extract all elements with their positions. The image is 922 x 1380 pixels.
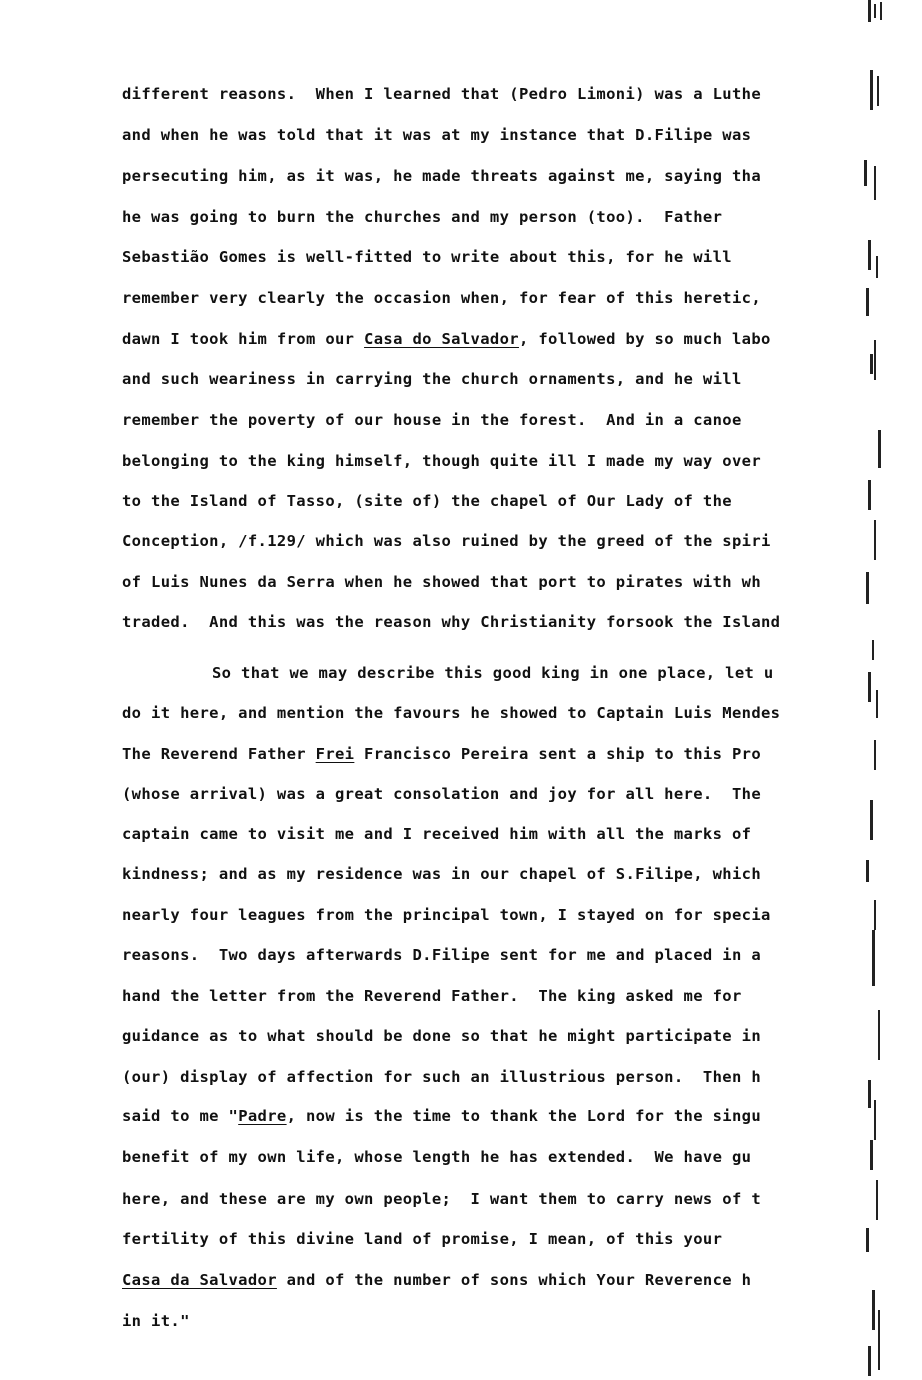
scan-mark [878,430,881,468]
text-segment: benefit of my own life, whose length he has extended. We have gu [122,1148,752,1166]
scan-mark [876,256,878,278]
underlined-term: Casa da Salvador [122,1271,277,1289]
text-line [122,1106,761,1126]
underlined-term: Casa do Salvador [364,330,519,348]
text-segment: to the Island of Tasso, (site of) the chapel of Our Lady of the [122,492,732,510]
scan-mark [870,70,873,110]
text-segment: captain came to visit me and I received him with all the marks of [122,825,752,843]
scan-mark [878,1310,880,1370]
text-line [122,451,761,471]
text-segment: fertility of this divine land of promise, I mean, of this your [122,1230,723,1248]
text-segment: nearly four leagues from the principal town, I stayed on for specia [122,906,771,924]
scan-mark [880,2,882,20]
text-segment: So that we may describe this good king in one place, let u [212,664,774,682]
text-line [122,1311,190,1331]
scan-mark [874,340,876,380]
scan-mark [872,1290,875,1330]
text-line [122,945,761,965]
text-line [122,572,761,592]
text-segment: Francisco Pereira sent a ship to this Pro [354,745,762,763]
scan-mark [878,1010,880,1060]
scan-mark [868,1080,871,1108]
text-line [122,1229,722,1249]
scan-mark [872,930,875,986]
text-line [122,824,751,844]
scan-mark [872,640,874,660]
text-line [122,207,722,227]
text-segment: The Reverend Father [122,745,316,763]
text-segment: reasons. Two days afterwards D.Filipe sent for me and placed in a [122,946,761,964]
text-line [122,744,761,764]
text-segment: kindness; and as my residence was in our chapel of S.Filipe, which [122,865,761,883]
text-segment: Conception, /f.129/ which was also ruined by the greed of the spiri [122,532,771,550]
text-segment: (our) display of affection for such an illustrious person. Then h [122,1068,761,1086]
text-line [122,531,771,551]
scan-mark [866,288,869,316]
scan-mark [874,900,876,930]
text-segment: and such weariness in carrying the church ornaments, and he will [122,370,742,388]
scan-mark [874,4,876,18]
text-line [122,986,742,1006]
text-line [122,329,771,349]
text-line [212,663,774,683]
text-line [122,1189,761,1209]
text-line [122,905,771,925]
scan-mark [870,354,873,374]
text-segment: Sebastião Gomes is well-fitted to write about this, for he will [122,248,732,266]
scan-mark [868,480,871,510]
text-line [122,166,761,186]
text-segment: remember very clearly the occasion when, for fear of this heretic, [122,289,761,307]
scan-mark [868,240,871,270]
scan-mark [874,740,876,770]
text-line [122,612,780,632]
scan-mark [874,1100,876,1140]
text-line [122,125,751,145]
text-line [122,247,732,267]
scan-mark [870,800,873,840]
scan-mark [870,1140,873,1170]
text-line [122,864,761,884]
text-segment: and when he was told that it was at my instance that D.Filipe was [122,126,752,144]
text-segment: remember the poverty of our house in the forest. And in a canoe [122,411,742,429]
text-line [122,703,780,723]
scan-mark [874,520,876,560]
text-line [122,1270,751,1290]
text-line [122,1026,761,1046]
scan-mark [866,572,869,604]
text-line [122,1067,761,1087]
scan-mark [864,160,867,186]
scan-mark [876,690,878,718]
text-segment: and of the number of sons which Your Reverence h [276,1271,752,1289]
scan-mark [866,1228,869,1252]
scan-mark [876,1180,878,1220]
underlined-term: Frei [315,745,355,763]
text-line [122,410,742,430]
text-segment: , now is the time to thank the Lord for the singu [286,1107,762,1125]
scan-mark [868,0,871,22]
text-segment: he was going to burn the churches and my person (too). Father [122,208,723,226]
text-segment: do it here, and mention the favours he showed to Captain Luis Mendes [122,704,781,722]
text-segment: guidance as to what should be done so that he might participate in [122,1027,761,1045]
text-segment: , followed by so much labo [518,330,771,348]
text-segment: (whose arrival) was a great consolation and joy for all here. The [122,785,761,803]
text-segment: hand the letter from the Reverend Father. The king asked me for [122,987,742,1005]
text-line [122,491,732,511]
text-segment: persecuting him, as it was, he made threats against me, saying tha [122,167,761,185]
underlined-term: Padre [238,1107,287,1125]
text-segment: traded. And this was the reason why Christianity forsook the Island [122,613,781,631]
text-segment: different reasons. When I learned that (Pedro Limoni) was a Luthe [122,85,761,103]
text-line [122,1147,751,1167]
text-segment: dawn I took him from our [122,330,365,348]
text-segment: in it." [122,1312,190,1330]
text-line [122,288,761,308]
scan-mark [866,860,869,882]
scan-mark [868,672,871,702]
text-line [122,784,761,804]
text-segment: here, and these are my own people; I want them to carry news of t [122,1190,761,1208]
scan-mark [874,166,876,200]
scan-mark [877,76,879,106]
text-segment: said to me " [122,1107,239,1125]
text-line [122,84,761,104]
scan-mark [868,1346,871,1376]
text-line [122,369,742,389]
text-segment: of Luis Nunes da Serra when he showed that port to pirates with wh [122,573,761,591]
scan-edge-artifacts [850,0,922,1380]
text-segment: belonging to the king himself, though quite ill I made my way over [122,452,761,470]
